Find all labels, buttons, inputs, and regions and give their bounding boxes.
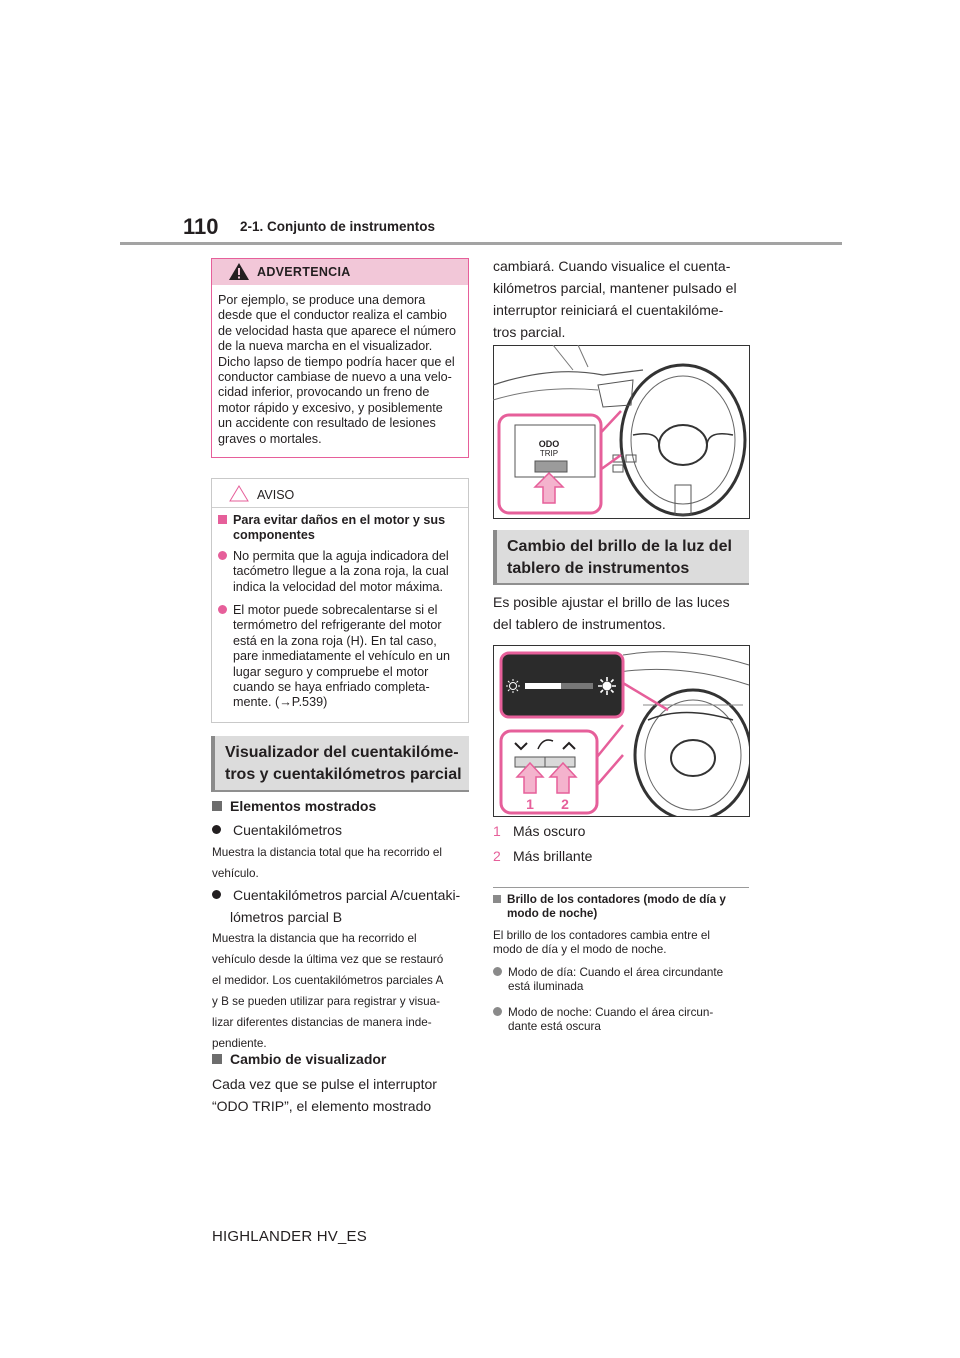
brightness-list — [493, 820, 592, 867]
section-title: 2-1. Conjunto de instrumentos — [240, 219, 436, 234]
bright-sun-icon — [598, 677, 616, 695]
item-trip: Cuentakilómetros parcial A/cuentaki- lómetros parcial B — [212, 884, 460, 928]
warning-line: conductor cambiase de nuevo a una velo- — [218, 370, 452, 385]
footer-model: HIGHLANDER HV_ES — [212, 1228, 367, 1245]
odo-trip-figure — [493, 345, 750, 519]
items-title: Elementos mostrados — [212, 798, 376, 814]
gray-dot-icon — [493, 1007, 502, 1016]
gray-dot-icon — [493, 967, 502, 976]
bullet-icon — [212, 825, 221, 834]
trip-label: TRIP — [539, 449, 559, 458]
change-title: Cambio de visualizador — [212, 1051, 386, 1067]
notice-subhead: Para evitar daños en el motor y sus componentes — [218, 513, 445, 544]
list-item: 1 Más oscuro — [493, 823, 586, 839]
warning-triangle-icon — [228, 262, 250, 281]
notice-box — [211, 478, 469, 723]
warning-text — [212, 285, 468, 447]
warning-line: graves o mortales. — [218, 431, 322, 446]
item-odometer-desc: Muestra la distancia total que ha recorrido el vehículo. — [212, 846, 442, 880]
brightness-figure — [493, 645, 750, 817]
heading-brightness: Cambio del brillo de la luz del tablero de instrumentos — [493, 530, 749, 585]
figure-number-1: 1 — [526, 796, 534, 812]
warning-line: Por ejemplo, se produce una demora — [218, 293, 426, 307]
notice-header — [212, 479, 468, 508]
meter-title: Brillo de los contadores (modo de día y modo de noche) — [493, 893, 726, 922]
pink-dot-icon — [218, 551, 227, 560]
odo-label: ODO — [538, 439, 560, 449]
warning-line: desde que el conductor realiza el cambio — [218, 308, 447, 323]
change-text: Cada vez que se pulse el interruptor “ODO TRIP”, el elemento mostrado — [212, 1076, 437, 1114]
pink-square-icon — [218, 515, 227, 524]
night-mode: Modo de noche: Cuando el área circun- dante está oscura — [493, 1006, 713, 1035]
divider — [493, 887, 749, 888]
caution-triangle-icon — [229, 485, 249, 502]
item-odometer: Cuentakilómetros — [212, 819, 342, 841]
warning-title: ADVERTENCIA — [257, 265, 351, 279]
pink-dot-icon — [218, 605, 227, 614]
warning-header — [212, 259, 468, 285]
brightness-text: Es posible ajustar el brillo de las luces del tablero de instrumentos. — [493, 594, 730, 632]
warning-line: motor rápido y excesivo, y posiblemente — [218, 400, 443, 415]
notice-bullet-1: No permita que la aguja indicadora del tacómetro llegue a la zona roja, la cual indica la velocidad del motor máxima. — [218, 549, 449, 595]
warning-line: Dicho lapso de tiempo podría hacer que el — [218, 354, 455, 369]
meter-text: El brillo de los contadores cambia entre el modo de día y el modo de noche. — [493, 929, 710, 957]
notice-bullet-2: El motor puede sobrecalentarse si el termómetro del refrigerante del motor está en la zona roja (H). En tal caso, pare inmediatamente el vehículo en un lugar seguro y compruebe el motor cuando se haya enfriado completa- mente. (→P.539) — [218, 603, 450, 711]
warning-line: un accidente con resultado de lesiones — [218, 416, 436, 431]
page-number: 110 — [183, 214, 219, 239]
bullet-icon — [212, 890, 221, 899]
notice-title: AVISO — [257, 488, 295, 502]
brightness-level-bar — [525, 683, 561, 689]
item-trip-desc: Muestra la distancia que ha recorrido el vehículo desde la última vez que se restauró el medidor. Los cuentakilómetros parciales A y B se pueden utilizar para registrar y visua- lizar diferentes distancias de manera inde- pendiente. — [212, 932, 444, 1050]
gray-square-icon — [212, 1054, 222, 1064]
figure-number-2: 2 — [561, 796, 569, 812]
list-item: 2 Más brillante — [493, 848, 593, 864]
gray-square-icon — [212, 801, 222, 811]
continued-text: cambiará. Cuando visualice el cuenta- kilómetros parcial, mantener pulsado el interruptor reiniciará el cuentakilóme- tros parcial. — [493, 258, 737, 340]
heading-odometer: Visualizador del cuentakilóme- tros y cuentakilómetros parcial — [211, 736, 469, 792]
warning-line: cidad inferior, provocando un freno de — [218, 385, 430, 400]
gray-square-icon — [493, 895, 501, 903]
header-rule — [120, 242, 842, 245]
warning-box — [211, 258, 469, 458]
warning-line: de velocidad hasta que aparece el número — [218, 323, 457, 338]
warning-line: de la nueva marcha en el visualizador. — [218, 339, 433, 354]
day-mode: Modo de día: Cuando el área circundante está iluminada — [493, 966, 723, 995]
